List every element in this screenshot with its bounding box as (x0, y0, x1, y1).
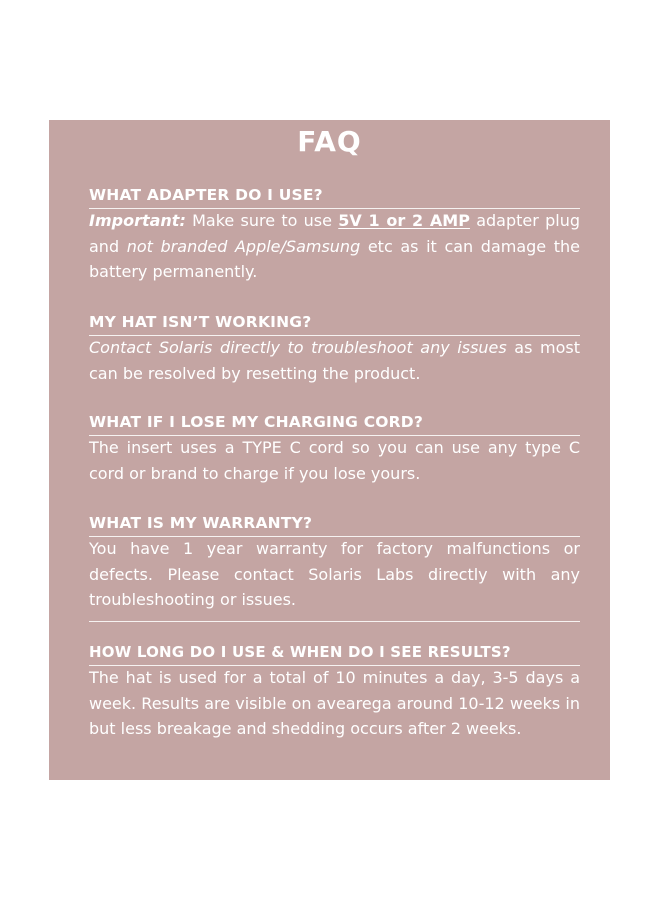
answer-text: Make sure to use (185, 211, 339, 230)
faq-item-results (89, 640, 580, 742)
answer-text: adapter plug and (89, 211, 580, 256)
answer-emphasis: not branded Apple/Samsung (126, 236, 361, 256)
faq-item-charging-cord (89, 410, 580, 486)
faq-panel (49, 120, 610, 780)
divider (89, 621, 580, 622)
faq-question: WHAT IS MY WARRANTY? (89, 514, 313, 532)
important-label: Important: (89, 211, 186, 230)
faq-title: FAQ (297, 125, 362, 158)
answer-text: as most can be resolved by resetting the product. (89, 338, 581, 383)
answer-highlight: 5V 1 or 2 AMP (338, 211, 470, 230)
faq-item-adapter (89, 183, 580, 285)
faq-answer: The hat is used for a total of 10 minutes a day, 3-5 days a week. Results are visible on avearega around 10-12 weeks in but less breakage and shedding occurs after 2 weeks. (89, 668, 580, 738)
faq-answer: The insert uses a TYPE C cord so you can use any type C cord or brand to charge if you lose yours. (89, 438, 580, 483)
faq-item-hat-not-working (89, 310, 580, 386)
faq-item-warranty (89, 511, 580, 622)
faq-question: WHAT IF I LOSE MY CHARGING CORD? (89, 413, 424, 431)
faq-question: HOW LONG DO I USE & WHEN DO I SEE RESULTS? (89, 643, 511, 661)
faq-answer (89, 208, 580, 285)
faq-question: WHAT ADAPTER DO I USE? (89, 186, 323, 204)
faq-answer: You have 1 year warranty for factory malfunctions or defects. Please contact Solaris Labs directly with any troubleshooting or issues. (89, 539, 580, 609)
answer-emphasis: Contact Solaris directly to troubleshoot any issues (89, 338, 507, 357)
faq-question: MY HAT ISN’T WORKING? (89, 313, 312, 331)
faq-answer (89, 335, 580, 386)
answer-text: etc as it can damage the battery permanently. (89, 236, 581, 281)
